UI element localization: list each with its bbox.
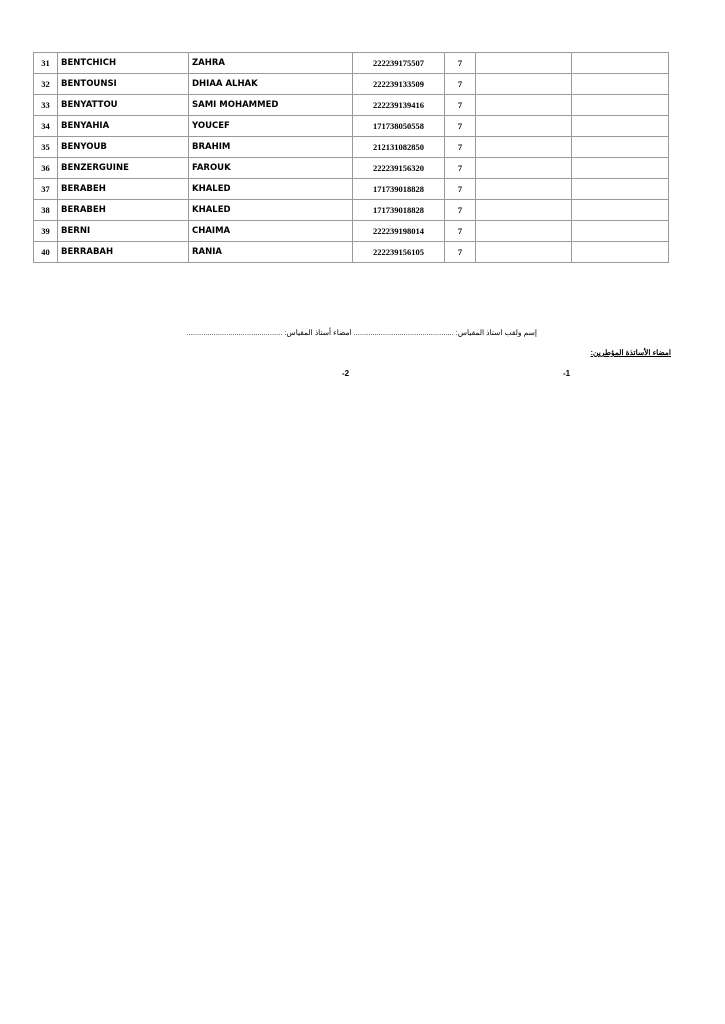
student-table	[33, 52, 669, 263]
surname-cell: BENYAHIA	[58, 116, 189, 137]
blank-cell	[476, 179, 572, 200]
row-number: 39	[34, 221, 58, 242]
surname-cell: BENTCHICH	[58, 53, 189, 74]
firstname-cell: FAROUK	[189, 158, 353, 179]
surname-cell: BENYOUB	[58, 137, 189, 158]
group-cell: 7	[445, 74, 476, 95]
row-number: 40	[34, 242, 58, 263]
table-row	[34, 179, 669, 200]
firstname-cell: SAMI MOHAMMED	[189, 95, 353, 116]
blank-cell	[572, 116, 669, 137]
table-row	[34, 158, 669, 179]
row-number: 31	[34, 53, 58, 74]
blank-cell	[572, 95, 669, 116]
blank-cell	[572, 242, 669, 263]
surname-cell: BERRABAH	[58, 242, 189, 263]
blank-cell	[572, 53, 669, 74]
group-cell: 7	[445, 53, 476, 74]
registration-number-cell: 222239198014	[353, 221, 445, 242]
surname-cell: BERABEH	[58, 179, 189, 200]
firstname-cell: KHALED	[189, 200, 353, 221]
blank-cell	[476, 242, 572, 263]
table-row	[34, 116, 669, 137]
table-row	[34, 95, 669, 116]
registration-number-cell: 171738050558	[353, 116, 445, 137]
blank-cell	[476, 137, 572, 158]
registration-number-cell: 222239139416	[353, 95, 445, 116]
firstname-cell: BRAHIM	[189, 137, 353, 158]
group-cell: 7	[445, 221, 476, 242]
row-number: 32	[34, 74, 58, 95]
row-number: 36	[34, 158, 58, 179]
row-number: 37	[34, 179, 58, 200]
blank-cell	[572, 200, 669, 221]
blank-cell	[476, 158, 572, 179]
firstname-cell: CHAIMA	[189, 221, 353, 242]
signature-slot-1: -1	[563, 369, 571, 378]
surname-cell: BERABEH	[58, 200, 189, 221]
firstname-cell: ZAHRA	[189, 53, 353, 74]
blank-cell	[572, 221, 669, 242]
surname-cell: BENTOUNSI	[58, 74, 189, 95]
blank-cell	[476, 74, 572, 95]
group-cell: 7	[445, 95, 476, 116]
table-row	[34, 221, 669, 242]
blank-cell	[476, 53, 572, 74]
blank-cell	[572, 74, 669, 95]
table-row	[34, 74, 669, 95]
blank-cell	[476, 95, 572, 116]
registration-number-cell: 171739018828	[353, 200, 445, 221]
group-cell: 7	[445, 158, 476, 179]
row-number: 38	[34, 200, 58, 221]
table-row	[34, 242, 669, 263]
blank-cell	[476, 200, 572, 221]
group-cell: 7	[445, 137, 476, 158]
firstname-cell: YOUCEF	[189, 116, 353, 137]
proctors-signature-label: امضاء الأساتذة المؤطرين:	[590, 348, 671, 357]
registration-number-cell: 222239133509	[353, 74, 445, 95]
blank-cell	[476, 221, 572, 242]
firstname-cell: DHIAA ALHAK	[189, 74, 353, 95]
registration-number-cell: 212131082850	[353, 137, 445, 158]
teacher-signature-line: إسم ولقب استاذ المقياس: ................................................ امضاء أستاذ المقياس: ..............................................	[186, 328, 537, 337]
row-number: 33	[34, 95, 58, 116]
blank-cell	[572, 179, 669, 200]
blank-cell	[572, 158, 669, 179]
row-number: 35	[34, 137, 58, 158]
blank-cell	[476, 116, 572, 137]
signature-slot-2: -2	[342, 369, 350, 378]
registration-number-cell: 222239175507	[353, 53, 445, 74]
registration-number-cell: 171739018828	[353, 179, 445, 200]
table-row	[34, 53, 669, 74]
group-cell: 7	[445, 116, 476, 137]
firstname-cell: KHALED	[189, 179, 353, 200]
group-cell: 7	[445, 242, 476, 263]
surname-cell: BERNI	[58, 221, 189, 242]
table-row	[34, 200, 669, 221]
registration-number-cell: 222239156105	[353, 242, 445, 263]
surname-cell: BENYATTOU	[58, 95, 189, 116]
group-cell: 7	[445, 179, 476, 200]
registration-number-cell: 222239156320	[353, 158, 445, 179]
student-rows	[34, 53, 669, 263]
blank-cell	[572, 137, 669, 158]
row-number: 34	[34, 116, 58, 137]
surname-cell: BENZERGUINE	[58, 158, 189, 179]
table-row	[34, 137, 669, 158]
group-cell: 7	[445, 200, 476, 221]
firstname-cell: RANIA	[189, 242, 353, 263]
